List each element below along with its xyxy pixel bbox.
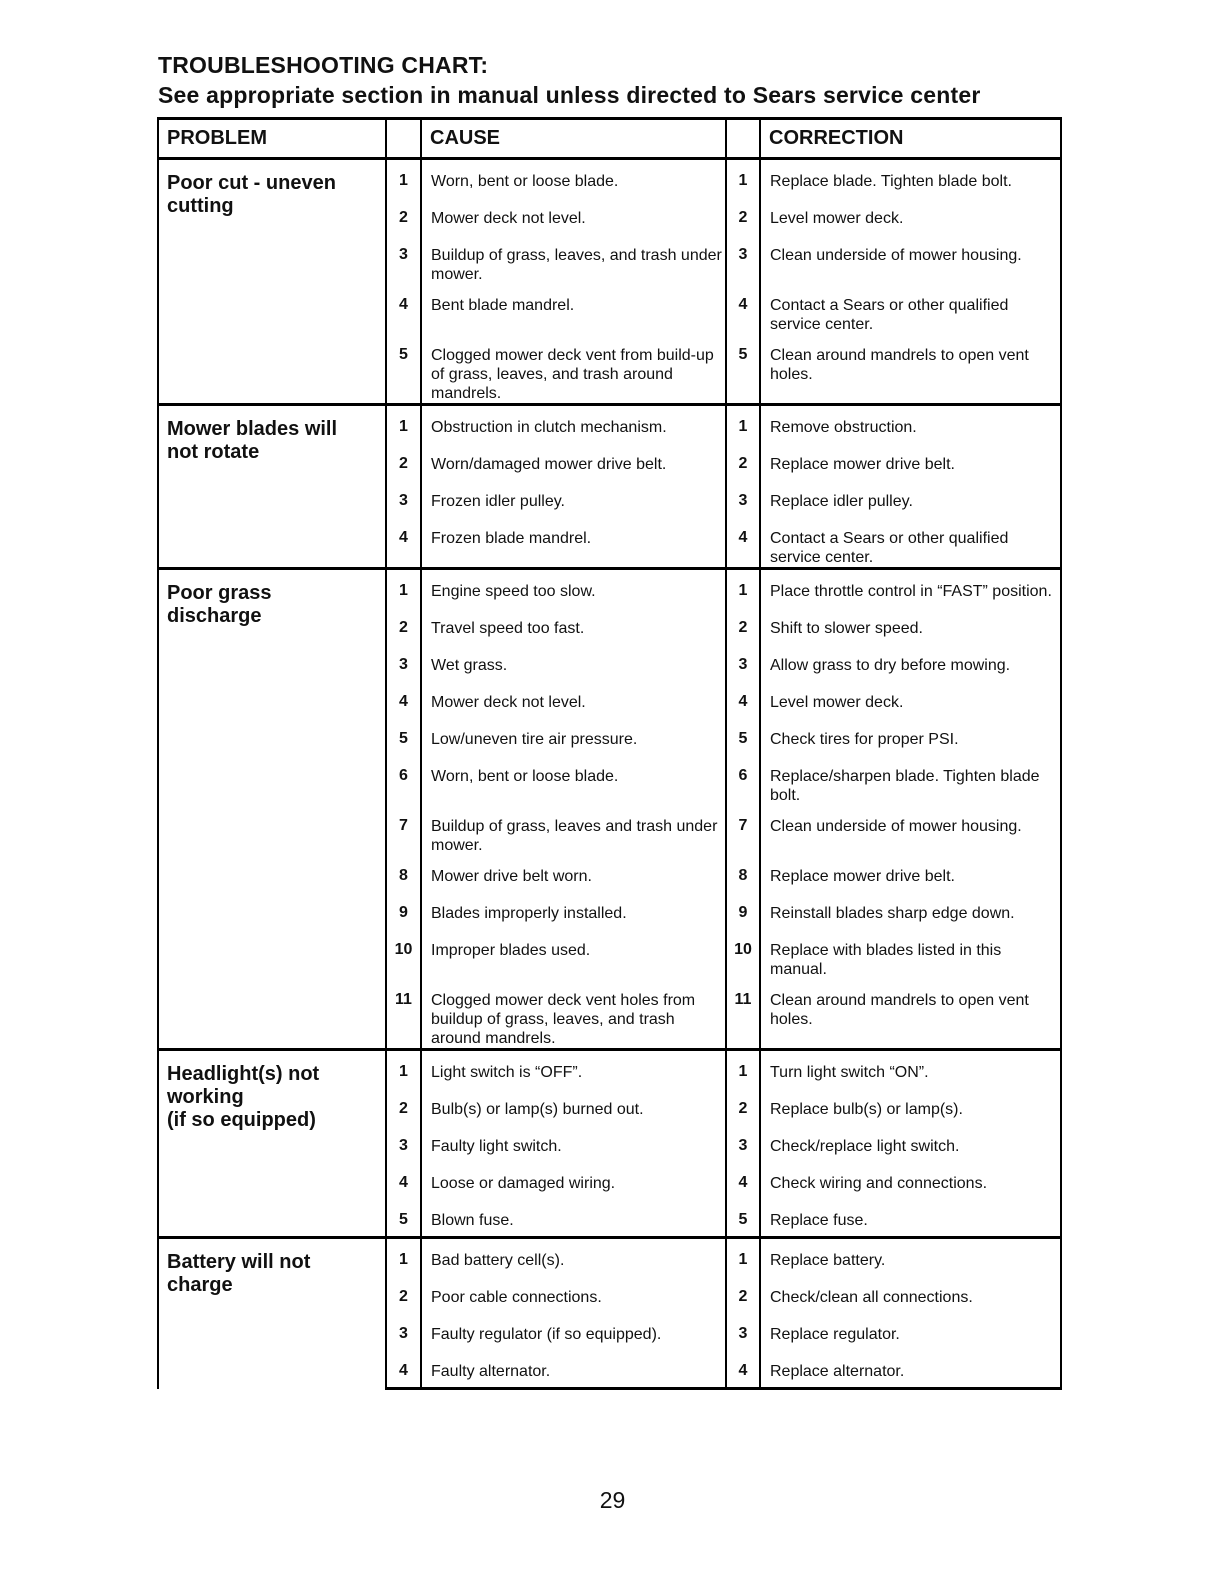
problem-cell <box>158 405 386 569</box>
problem-label: Poor grass <box>167 582 272 604</box>
correction-number: 5 <box>726 718 760 755</box>
cause-text: Engine speed too slow. <box>421 569 726 608</box>
cause-text: Wet grass. <box>421 644 726 681</box>
chart-title: TROUBLESHOOTING CHART: <box>158 52 489 78</box>
cause-text: Worn/damaged mower drive belt. <box>421 443 726 480</box>
cause-number: 2 <box>386 443 421 480</box>
correction-text: Level mower deck. <box>760 681 1061 718</box>
problem-label: Mower blades will <box>167 418 338 440</box>
cause-number: 2 <box>386 1276 421 1313</box>
correction-text: Replace/sharpen blade. Tighten blade bolt. <box>760 755 1061 805</box>
cause-number: 1 <box>386 1238 421 1277</box>
cause-text: Loose or damaged wiring. <box>421 1162 726 1199</box>
correction-text: Replace idler pulley. <box>760 480 1061 517</box>
correction-text: Allow grass to dry before mowing. <box>760 644 1061 681</box>
cause-text: Faulty light switch. <box>421 1125 726 1162</box>
cause-number: 3 <box>386 1125 421 1162</box>
cause-text: Improper blades used. <box>421 929 726 979</box>
cause-number: 8 <box>386 855 421 892</box>
correction-number: 2 <box>726 197 760 234</box>
correction-text: Replace regulator. <box>760 1313 1061 1350</box>
correction-number: 4 <box>726 1350 760 1389</box>
correction-number: 6 <box>726 755 760 805</box>
correction-text: Clean underside of mower housing. <box>760 234 1061 284</box>
correction-text: Reinstall blades sharp edge down. <box>760 892 1061 929</box>
page-number: 29 <box>599 1487 626 1513</box>
correction-number: 2 <box>726 443 760 480</box>
problem-label: not rotate <box>167 441 260 463</box>
cause-text: Mower drive belt worn. <box>421 855 726 892</box>
correction-text: Replace battery. <box>760 1238 1061 1277</box>
cause-number: 9 <box>386 892 421 929</box>
problem-cell <box>158 569 386 1050</box>
correction-number: 4 <box>726 1162 760 1199</box>
correction-number: 3 <box>726 644 760 681</box>
correction-text: Replace bulb(s) or lamp(s). <box>760 1088 1061 1125</box>
correction-text: Check/clean all connections. <box>760 1276 1061 1313</box>
correction-text: Level mower deck. <box>760 197 1061 234</box>
correction-number: 5 <box>726 334 760 405</box>
cause-number: 1 <box>386 1050 421 1089</box>
cause-number: 4 <box>386 1162 421 1199</box>
cause-text: Mower deck not level. <box>421 197 726 234</box>
correction-number: 1 <box>726 159 760 198</box>
cause-text: Travel speed too fast. <box>421 607 726 644</box>
correction-text: Clean around mandrels to open vent holes. <box>760 979 1061 1050</box>
cause-text: Worn, bent or loose blade. <box>421 755 726 805</box>
problem-label: working <box>167 1086 244 1108</box>
correction-text: Check/replace light switch. <box>760 1125 1061 1162</box>
cause-text: Buildup of grass, leaves and trash under mower. <box>421 805 726 855</box>
correction-text: Replace mower drive belt. <box>760 443 1061 480</box>
problem-label: Poor cut - uneven <box>167 172 336 194</box>
cause-text: Poor cable connections. <box>421 1276 726 1313</box>
cause-number: 2 <box>386 197 421 234</box>
cause-number: 2 <box>386 1088 421 1125</box>
cause-number: 3 <box>386 1313 421 1350</box>
cause-number: 7 <box>386 805 421 855</box>
problem-label: charge <box>167 1274 233 1296</box>
correction-number: 4 <box>726 517 760 569</box>
cause-number: 5 <box>386 334 421 405</box>
cause-text: Bulb(s) or lamp(s) burned out. <box>421 1088 726 1125</box>
correction-number: 10 <box>726 929 760 979</box>
correction-number: 1 <box>726 569 760 608</box>
correction-number: 2 <box>726 607 760 644</box>
correction-text: Replace fuse. <box>760 1199 1061 1238</box>
correction-number: 5 <box>726 1199 760 1238</box>
cause-text: Faulty regulator (if so equipped). <box>421 1313 726 1350</box>
correction-number: 3 <box>726 1313 760 1350</box>
cause-number-column-header <box>386 119 421 159</box>
cause-number: 10 <box>386 929 421 979</box>
problem-column-header: PROBLEM <box>158 119 386 159</box>
troubleshooting-table <box>157 117 1062 1390</box>
correction-number-column-header <box>726 119 760 159</box>
correction-number: 4 <box>726 681 760 718</box>
correction-number: 1 <box>726 1050 760 1089</box>
table-row <box>158 405 1061 444</box>
cause-number: 5 <box>386 718 421 755</box>
correction-text: Replace alternator. <box>760 1350 1061 1389</box>
table-row <box>158 569 1061 608</box>
cause-number: 3 <box>386 234 421 284</box>
correction-number: 2 <box>726 1276 760 1313</box>
problem-label: (if so equipped) <box>167 1109 316 1131</box>
correction-number: 3 <box>726 480 760 517</box>
problem-label: cutting <box>167 195 234 217</box>
cause-number: 6 <box>386 755 421 805</box>
correction-text: Clean around mandrels to open vent holes. <box>760 334 1061 405</box>
cause-number: 3 <box>386 480 421 517</box>
problem-label: discharge <box>167 605 262 627</box>
table-row <box>158 1050 1061 1089</box>
cause-text: Clogged mower deck vent from build-up of grass, leaves, and trash around mandrels. <box>421 334 726 405</box>
correction-number: 1 <box>726 1238 760 1277</box>
cause-text: Bent blade mandrel. <box>421 284 726 334</box>
cause-number: 1 <box>386 159 421 198</box>
correction-text: Contact a Sears or other qualified service center. <box>760 517 1061 569</box>
cause-number: 1 <box>386 569 421 608</box>
chart-subtitle: See appropriate section in manual unless directed to Sears service center <box>158 82 981 108</box>
correction-text: Shift to slower speed. <box>760 607 1061 644</box>
problem-label: Battery will not <box>167 1251 311 1273</box>
correction-number: 11 <box>726 979 760 1050</box>
cause-text: Low/uneven tire air pressure. <box>421 718 726 755</box>
cause-text: Blades improperly installed. <box>421 892 726 929</box>
problem-label: Headlight(s) not <box>167 1063 320 1085</box>
correction-number: 8 <box>726 855 760 892</box>
correction-number: 1 <box>726 405 760 444</box>
problem-cell <box>158 1050 386 1238</box>
correction-text: Turn light switch “ON”. <box>760 1050 1061 1089</box>
cause-text: Frozen idler pulley. <box>421 480 726 517</box>
cause-text: Light switch is “OFF”. <box>421 1050 726 1089</box>
cause-text: Bad battery cell(s). <box>421 1238 726 1277</box>
correction-text: Place throttle control in “FAST” position. <box>760 569 1061 608</box>
correction-number: 3 <box>726 1125 760 1162</box>
correction-number: 4 <box>726 284 760 334</box>
table-row <box>158 159 1061 198</box>
cause-number: 4 <box>386 1350 421 1389</box>
cause-text: Mower deck not level. <box>421 681 726 718</box>
correction-text: Clean underside of mower housing. <box>760 805 1061 855</box>
cause-text: Buildup of grass, leaves, and trash under mower. <box>421 234 726 284</box>
cause-text: Worn, bent or loose blade. <box>421 159 726 198</box>
cause-text: Blown fuse. <box>421 1199 726 1238</box>
cause-number: 11 <box>386 979 421 1050</box>
cause-text: Clogged mower deck vent holes from buildup of grass, leaves, and trash around mandrels. <box>421 979 726 1050</box>
correction-number: 2 <box>726 1088 760 1125</box>
correction-number: 3 <box>726 234 760 284</box>
correction-text: Replace blade. Tighten blade bolt. <box>760 159 1061 198</box>
correction-text: Replace mower drive belt. <box>760 855 1061 892</box>
table-header-row <box>158 119 1061 159</box>
problem-cell <box>158 159 386 405</box>
cause-number: 1 <box>386 405 421 444</box>
cause-column-header: CAUSE <box>421 119 726 159</box>
table-body <box>158 159 1061 1389</box>
correction-text: Remove obstruction. <box>760 405 1061 444</box>
cause-number: 2 <box>386 607 421 644</box>
problem-cell <box>158 1238 386 1389</box>
correction-text: Contact a Sears or other qualified service center. <box>760 284 1061 334</box>
correction-column-header: CORRECTION <box>760 119 1061 159</box>
correction-text: Check tires for proper PSI. <box>760 718 1061 755</box>
cause-number: 3 <box>386 644 421 681</box>
cause-number: 4 <box>386 284 421 334</box>
table-row <box>158 1238 1061 1277</box>
correction-text: Replace with blades listed in this manual. <box>760 929 1061 979</box>
cause-text: Faulty alternator. <box>421 1350 726 1389</box>
correction-number: 7 <box>726 805 760 855</box>
correction-text: Check wiring and connections. <box>760 1162 1061 1199</box>
cause-text: Obstruction in clutch mechanism. <box>421 405 726 444</box>
correction-number: 9 <box>726 892 760 929</box>
cause-number: 5 <box>386 1199 421 1238</box>
cause-text: Frozen blade mandrel. <box>421 517 726 569</box>
cause-number: 4 <box>386 681 421 718</box>
cause-number: 4 <box>386 517 421 569</box>
